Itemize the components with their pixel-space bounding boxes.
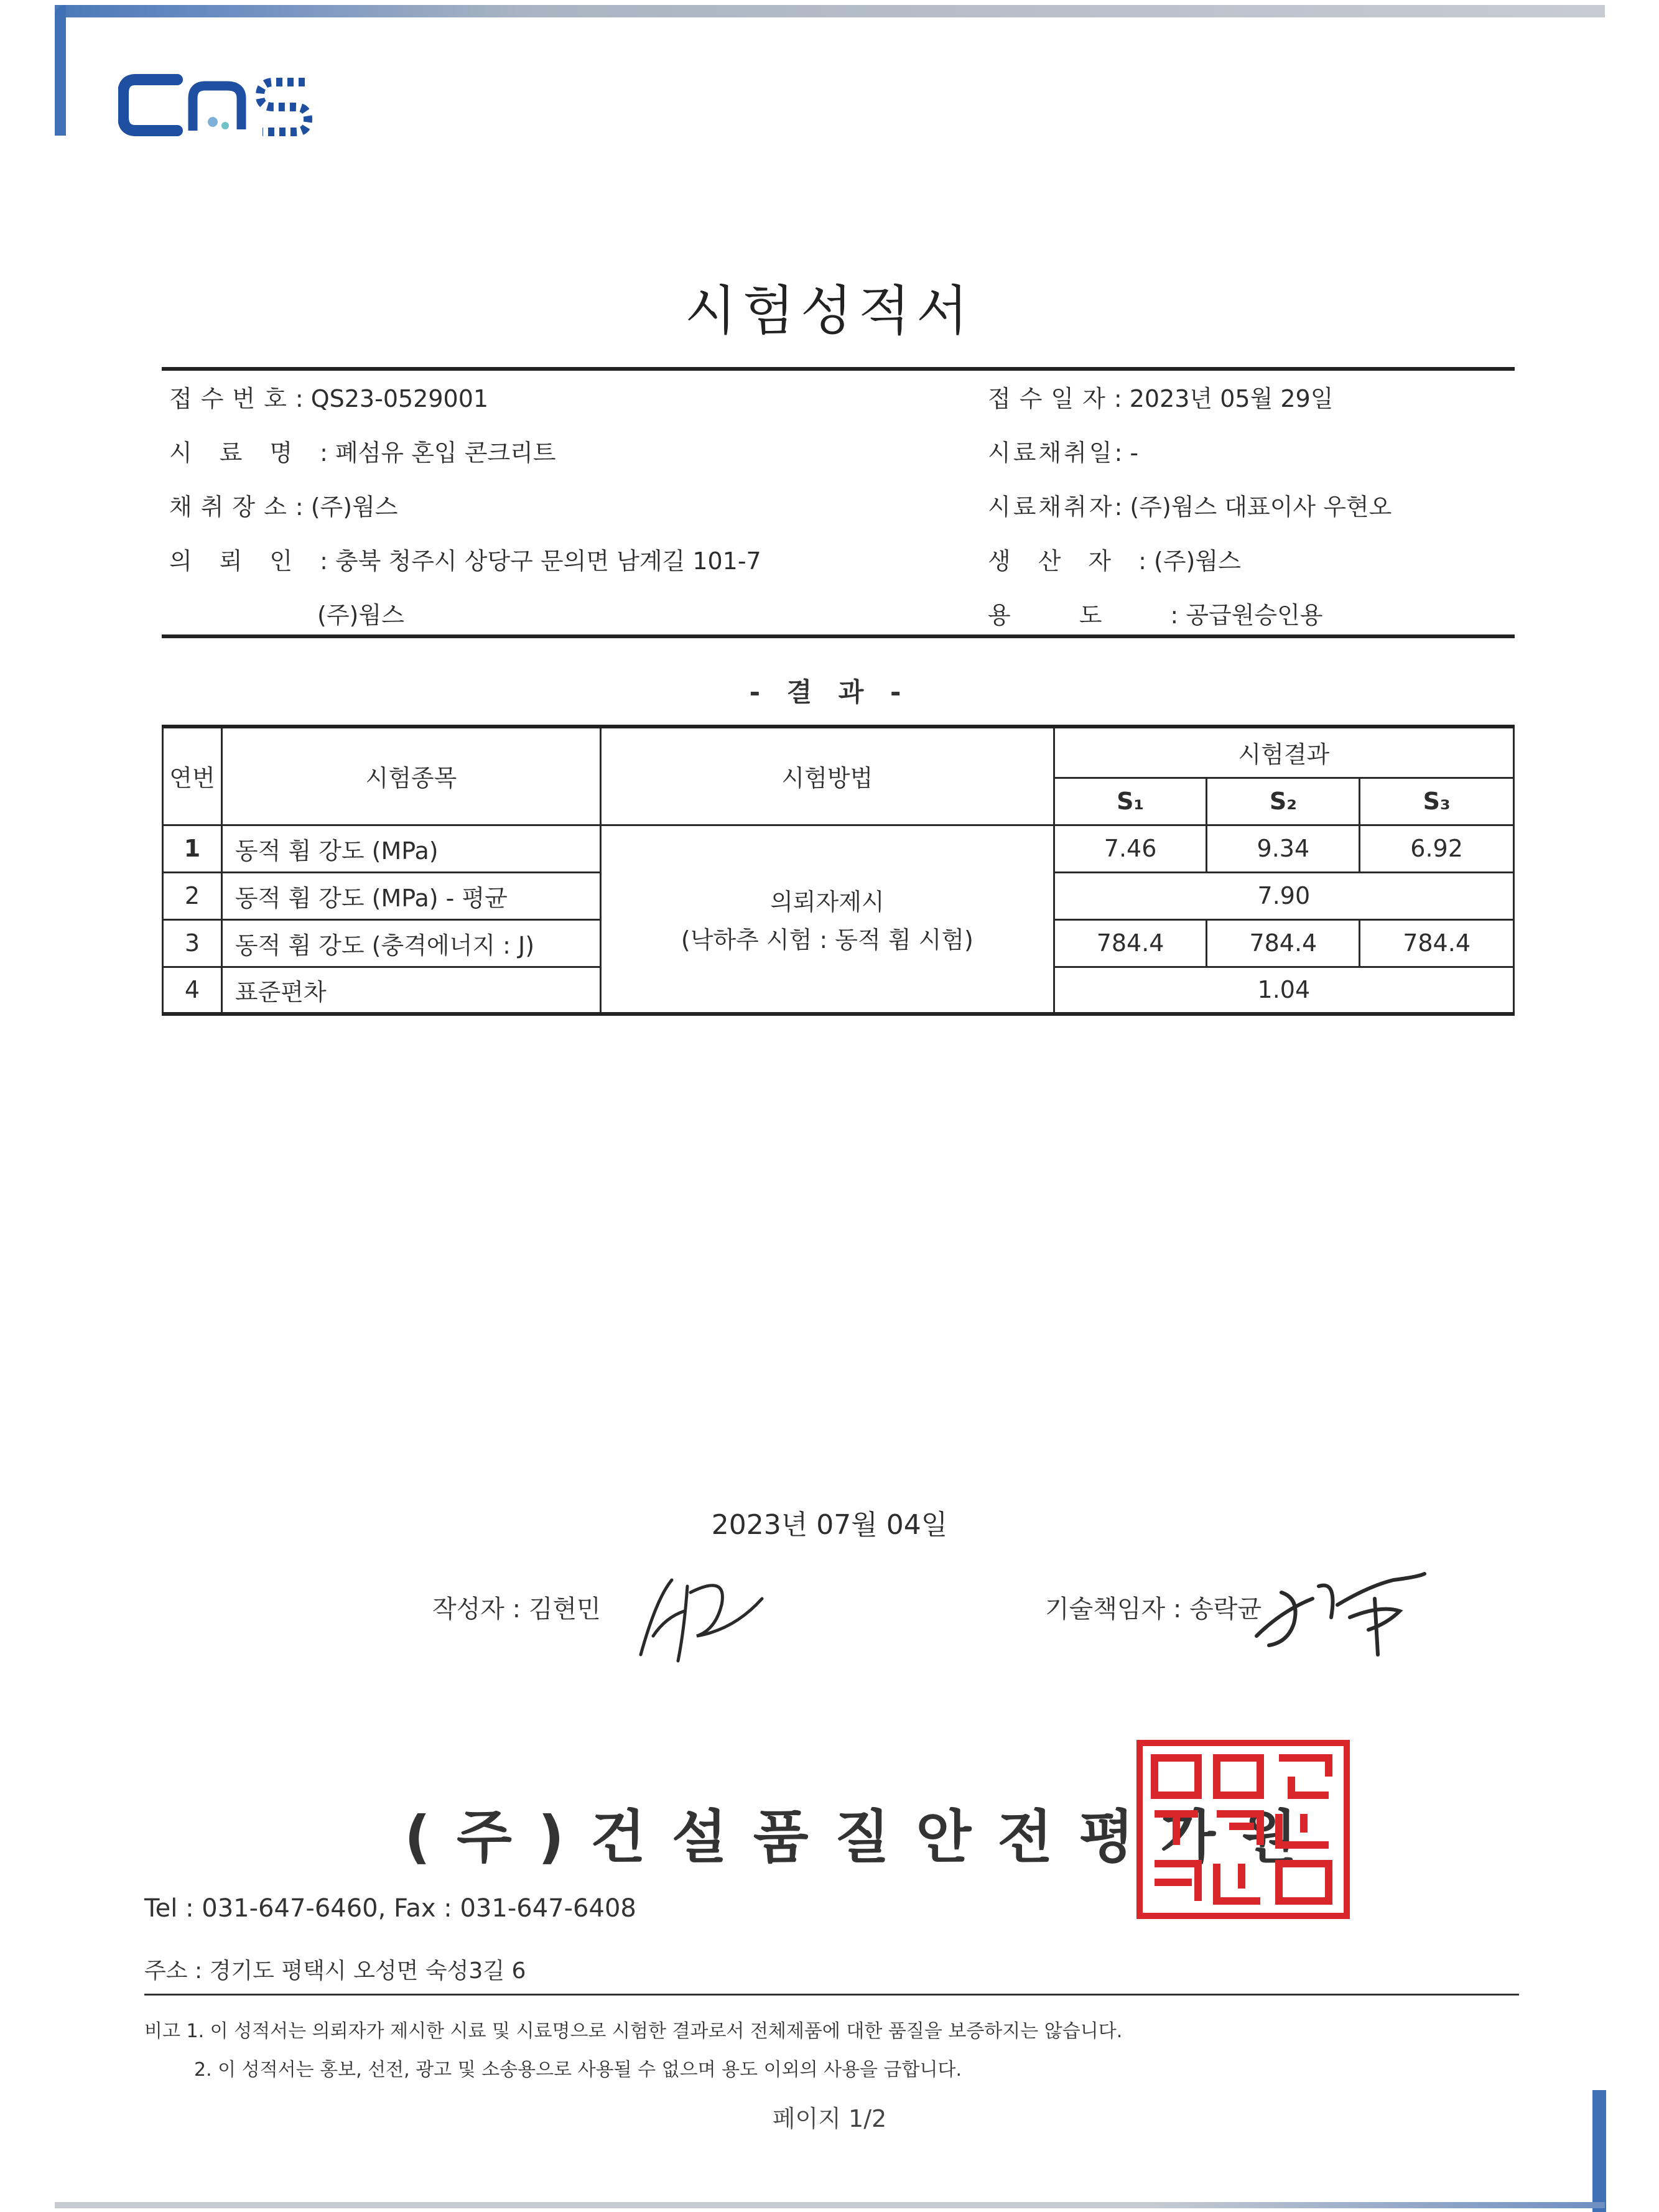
sample-name-value: : 폐섬유 혼입 콘크리트 <box>320 439 556 467</box>
table-header-row <box>163 727 1514 778</box>
row-no: 4 <box>163 967 222 1014</box>
result-table <box>162 725 1515 1016</box>
row-no: 1 <box>163 825 222 872</box>
receipt-date-label: 접수일자 <box>988 385 1114 412</box>
table-row <box>163 825 1514 872</box>
producer-label: 생산자 <box>988 547 1139 575</box>
col-header-method: 시험방법 <box>600 727 1054 825</box>
test-method-line2: (낙하추 시험 : 동적 휨 시험) <box>681 926 974 954</box>
result-heading: - 결 과 - <box>749 677 910 707</box>
producer-value: : (주)웜스 <box>1138 547 1241 575</box>
purpose-value: : 공급원승인용 <box>1170 602 1323 629</box>
company-name: (주)건설품질안전평가원 <box>404 1804 1323 1870</box>
row-s2: 784.4 <box>1207 919 1360 967</box>
producer <box>988 542 1241 576</box>
top-border <box>55 5 1605 17</box>
sampling-place-label: 채취장소 <box>169 493 295 521</box>
purpose-label: 용도 <box>988 602 1171 629</box>
row-item: 동적 휨 강도 (충격에너지 : J) <box>221 919 600 967</box>
client-name: (주)웜스 <box>317 602 404 629</box>
test-method-cell <box>600 825 1054 1014</box>
row-s1: 784.4 <box>1054 919 1207 967</box>
issue-date: 2023년 07월 04일 <box>711 1509 948 1541</box>
sampler <box>988 488 1392 522</box>
row-item: 동적 휨 강도 (MPa) <box>221 825 600 872</box>
tech-manager-label: 기술책임자 : 송락균 <box>1045 1595 1262 1624</box>
col-header-s3: S₃ <box>1360 778 1514 825</box>
sampling-date-label: 시료채취일 <box>988 439 1115 467</box>
row-s3: 784.4 <box>1360 919 1514 967</box>
document-title: 시험성적서 <box>684 280 975 342</box>
note-1: 비고 1. 이 성적서는 의뢰자가 제시한 시료 및 시료명으로 시험한 결과로서 전체제품에 대한 품질을 보증하지는 않습니다. <box>144 2020 1123 2042</box>
sampling-place <box>169 488 398 522</box>
header-top-rule <box>162 367 1515 371</box>
row-s3: 6.92 <box>1360 825 1514 872</box>
sampling-date-value: : - <box>1114 439 1139 467</box>
row-item: 표준편차 <box>221 967 600 1014</box>
col-header-item: 시험종목 <box>221 727 600 825</box>
col-header-results: 시험결과 <box>1054 727 1513 778</box>
sampling-place-value: : (주)웜스 <box>295 493 398 521</box>
row-s1: 7.46 <box>1054 825 1207 872</box>
col-header-s2: S₂ <box>1207 778 1360 825</box>
row-item: 동적 휨 강도 (MPa) - 평균 <box>221 872 600 919</box>
client-label: 의뢰인 <box>169 547 320 575</box>
receipt-number <box>169 379 488 414</box>
sampling-date <box>988 434 1138 468</box>
row-average: 7.90 <box>1054 872 1513 919</box>
purpose <box>988 596 1323 630</box>
row-s2: 9.34 <box>1207 825 1360 872</box>
page-number: 페이지 1/2 <box>772 2105 887 2132</box>
address: 주소 : 경기도 평택시 오성면 숙성3길 6 <box>144 1958 526 1984</box>
contact-info: Tel : 031-647-6460, Fax : 031-647-6408 <box>144 1894 636 1923</box>
writer-label: 작성자 : 김현민 <box>432 1595 601 1624</box>
receipt-number-label: 접수번호 <box>169 385 295 412</box>
writer-signature <box>628 1561 771 1673</box>
client-address: : 충북 청주시 상당구 문의면 남계길 101-7 <box>320 547 761 575</box>
row-no: 3 <box>163 919 222 967</box>
row-no: 2 <box>163 872 222 919</box>
sample-name-label: 시료명 <box>169 439 320 467</box>
col-header-no: 연번 <box>163 727 222 825</box>
note-2: 2. 이 성적서는 홍보, 선전, 광고 및 소송용으로 사용될 수 없으며 용도 이외의 사용을 금합니다. <box>194 2059 962 2081</box>
notes-rule <box>144 1994 1519 1996</box>
receipt-number-value: : QS23-0529001 <box>295 385 489 412</box>
receipt-date <box>988 379 1333 414</box>
bottom-border <box>55 2202 1605 2208</box>
test-method-line1: 의뢰자제시 <box>770 888 885 916</box>
qs-logo <box>118 68 323 149</box>
official-seal <box>1136 1739 1350 1920</box>
col-header-s1: S₁ <box>1054 778 1207 825</box>
header-bottom-rule <box>162 634 1515 638</box>
left-border <box>55 5 66 136</box>
tech-manager-signature <box>1244 1561 1431 1667</box>
sample-name <box>169 434 556 468</box>
sampler-value: : (주)웜스 대표이사 우현오 <box>1114 493 1392 521</box>
receipt-date-value: : 2023년 05월 29일 <box>1113 385 1334 412</box>
client <box>169 542 761 576</box>
row-std-dev: 1.04 <box>1054 967 1513 1014</box>
sampler-label: 시료채취자 <box>988 493 1115 521</box>
